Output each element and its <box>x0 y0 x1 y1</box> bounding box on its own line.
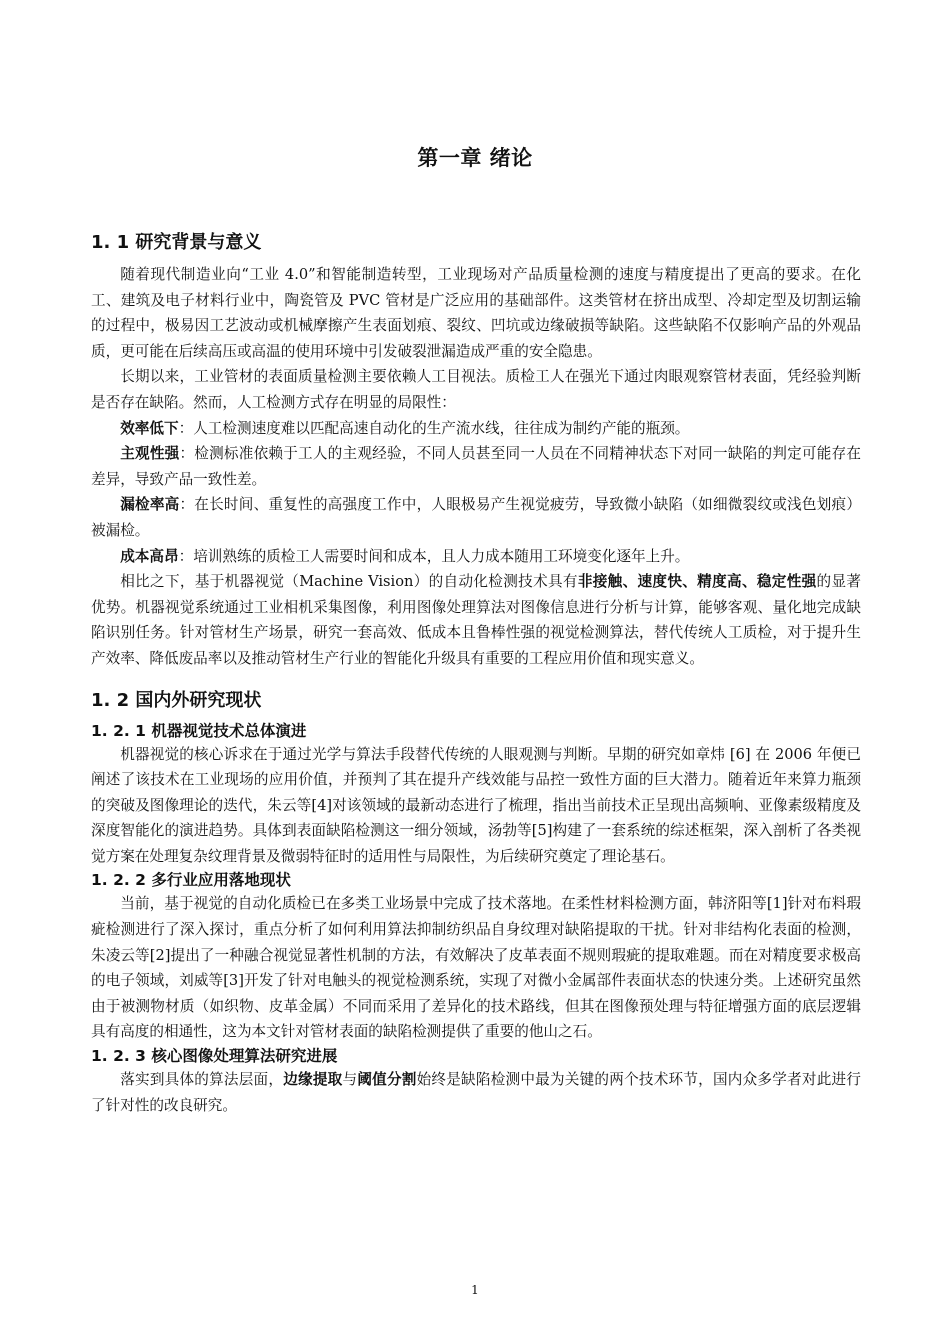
paragraph-text: 相比之下，基于机器视觉（Machine Vision）的自动化检测技术具有 <box>120 573 578 591</box>
section-heading-1-1: 1. 1 研究背景与意义 <box>91 232 262 253</box>
paragraph-machine-vision <box>91 569 861 671</box>
paragraph-text: 的显著优势。机器视觉系统通过工业相机采集图像，利用图像处理算法对图像信息进行分析与计算，能够客观、量化地完成缺陷识别任务。针对管材生产场景，研究一套高效、低成本且鲁棒性强的视觉检测算法，替代传统人工质检，对于提升生产效率、降低废品率以及推动管材生产行业的智能化升级具有重要的工程应用价值和现实意义。 <box>91 573 861 667</box>
paragraph-text: 落实到具体的算法层面， <box>120 1071 284 1089</box>
list-item-text: 检测标准依赖于工人的主观经验，不同人员甚至同一人员在不同精神状态下对同一缺陷的判定可能存在差异，导致产品一致性差。 <box>91 445 861 488</box>
list-item <box>91 441 861 492</box>
paragraph-industry-applications: 当前，基于视觉的自动化质检已在多类工业场景中完成了技术落地。在柔性材料检测方面，韩济阳等[1]针对布料瑕疵检测进行了深入探讨，重点分析了如何利用算法抑制纺织品自身纹理对缺陷提取的干扰。针对非结构化表面的检测，朱凌云等[2]提出了一种融合视觉显著性机制的方法，有效解决了皮革表面不规则瑕疵的提取难题。而在对精度要求极高的电子领域，刘威等[3]开发了针对电触头的视觉检测系统，实现了对微小金属部件表面状态的快速分类。上述研究虽然由于被测物材质（如织物、皮革金属）不同而采用了差异化的技术路线，但其在图像预处理与特征增强方面的底层逻辑具有高度的相通性，这为本文针对管材表面的缺陷检测提供了重要的他山之石。 <box>91 895 861 1041</box>
list-item-separator: ： <box>179 445 195 463</box>
list-item-separator: ： <box>179 496 195 514</box>
paragraph-vision-evolution: 机器视觉的核心诉求在于通过光学与算法手段替代传统的人眼观测与判断。早期的研究如章炜 [6] 在 2006 年便已阐述了该技术在工业现场的应用价值，并预判了其在提升产线效能与品控一致性方面的巨大潜力。随着近年来算力瓶颈的突破及图像理论的迭代，朱云等[4]对该领域的最新动态进行了梳理，指出当前技术正呈现出高频响、亚像素级精度及深度智能化的演进趋势。具体到表面缺陷检测这一细分领域，汤勃等[5]构建了一套系统的综述框架，深入剖析了各类视觉方案在处理复杂纹理背景及微弱特征时的适用性与局限性，为后续研究奠定了理论基石。 <box>91 745 861 865</box>
list-item-term: 主观性强 <box>120 445 180 463</box>
emphasis-text: 边缘提取 <box>283 1071 343 1089</box>
list-item <box>91 492 861 543</box>
list-item-term: 成本高昂 <box>120 547 179 565</box>
list-item <box>91 416 861 442</box>
paragraph-algorithms <box>91 1067 861 1118</box>
list-item-text: 在长时间、重复性的高强度工作中，人眼极易产生视觉疲劳，导致微小缺陷（如细微裂纹或浅色划痕）被漏检。 <box>91 496 861 539</box>
paragraph-text: 始终是缺陷检测中最为关键的两个技术环节，国内众多学者对此进行了针对性的改良研究。 <box>91 1071 861 1114</box>
subsection-heading-1-2-3: 1. 2. 3 核心图像处理算法研究进展 <box>91 1047 338 1066</box>
chapter-title: 第一章 绪论 <box>417 146 533 170</box>
list-item-term: 效率低下 <box>120 419 179 437</box>
document-body <box>91 230 861 1118</box>
list-item <box>91 544 861 570</box>
paragraph-text: 与 <box>342 1071 358 1089</box>
list-item-separator: ： <box>178 419 194 437</box>
subsection-heading-1-2-2: 1. 2. 2 多行业应用落地现状 <box>91 871 291 890</box>
list-item-separator: ： <box>178 547 194 565</box>
list-item-text: 人工检测速度难以匹配高速自动化的生产流水线，往往成为制约产能的瓶颈。 <box>193 419 690 437</box>
list-item-text: 培训熟练的质检工人需要时间和成本，且人力成本随用工环境变化逐年上升。 <box>193 547 690 565</box>
subsection-heading-1-2-1: 1. 2. 1 机器视觉技术总体演进 <box>91 721 307 740</box>
section-heading-1-2: 1. 2 国内外研究现状 <box>91 689 262 711</box>
paragraph-manual-inspection: 长期以来，工业管材的表面质量检测主要依赖人工目视法。质检工人在强光下通过肉眼观察管材表面，凭经验判断是否存在缺陷。然而，人工检测方式存在明显的局限性： <box>91 368 861 411</box>
paragraph-background: 随着现代制造业向“工业 4.0”和智能制造转型，工业现场对产品质量检测的速度与精度提出了更高的要求。在化工、建筑及电子材料行业中，陶瓷管及 PVC 管材是广泛应用的基础部件。这类管材在挤出成型、冷却定型及切割运输的过程中，极易因工艺波动或机械摩擦产生表面划痕、裂纹、凹坑或边缘破损等缺陷。这些缺陷不仅影响产品的外观品质，更可能在后续高压或高温的使用环境中引发破裂泄漏造成严重的安全隐患。 <box>91 266 861 360</box>
emphasis-text: 阈值分割 <box>357 1071 417 1089</box>
emphasis-text: 非接触、速度快、精度高、稳定性强 <box>577 573 817 591</box>
list-item-term: 漏检率高 <box>120 496 180 514</box>
page-number: 1 <box>471 1283 479 1297</box>
